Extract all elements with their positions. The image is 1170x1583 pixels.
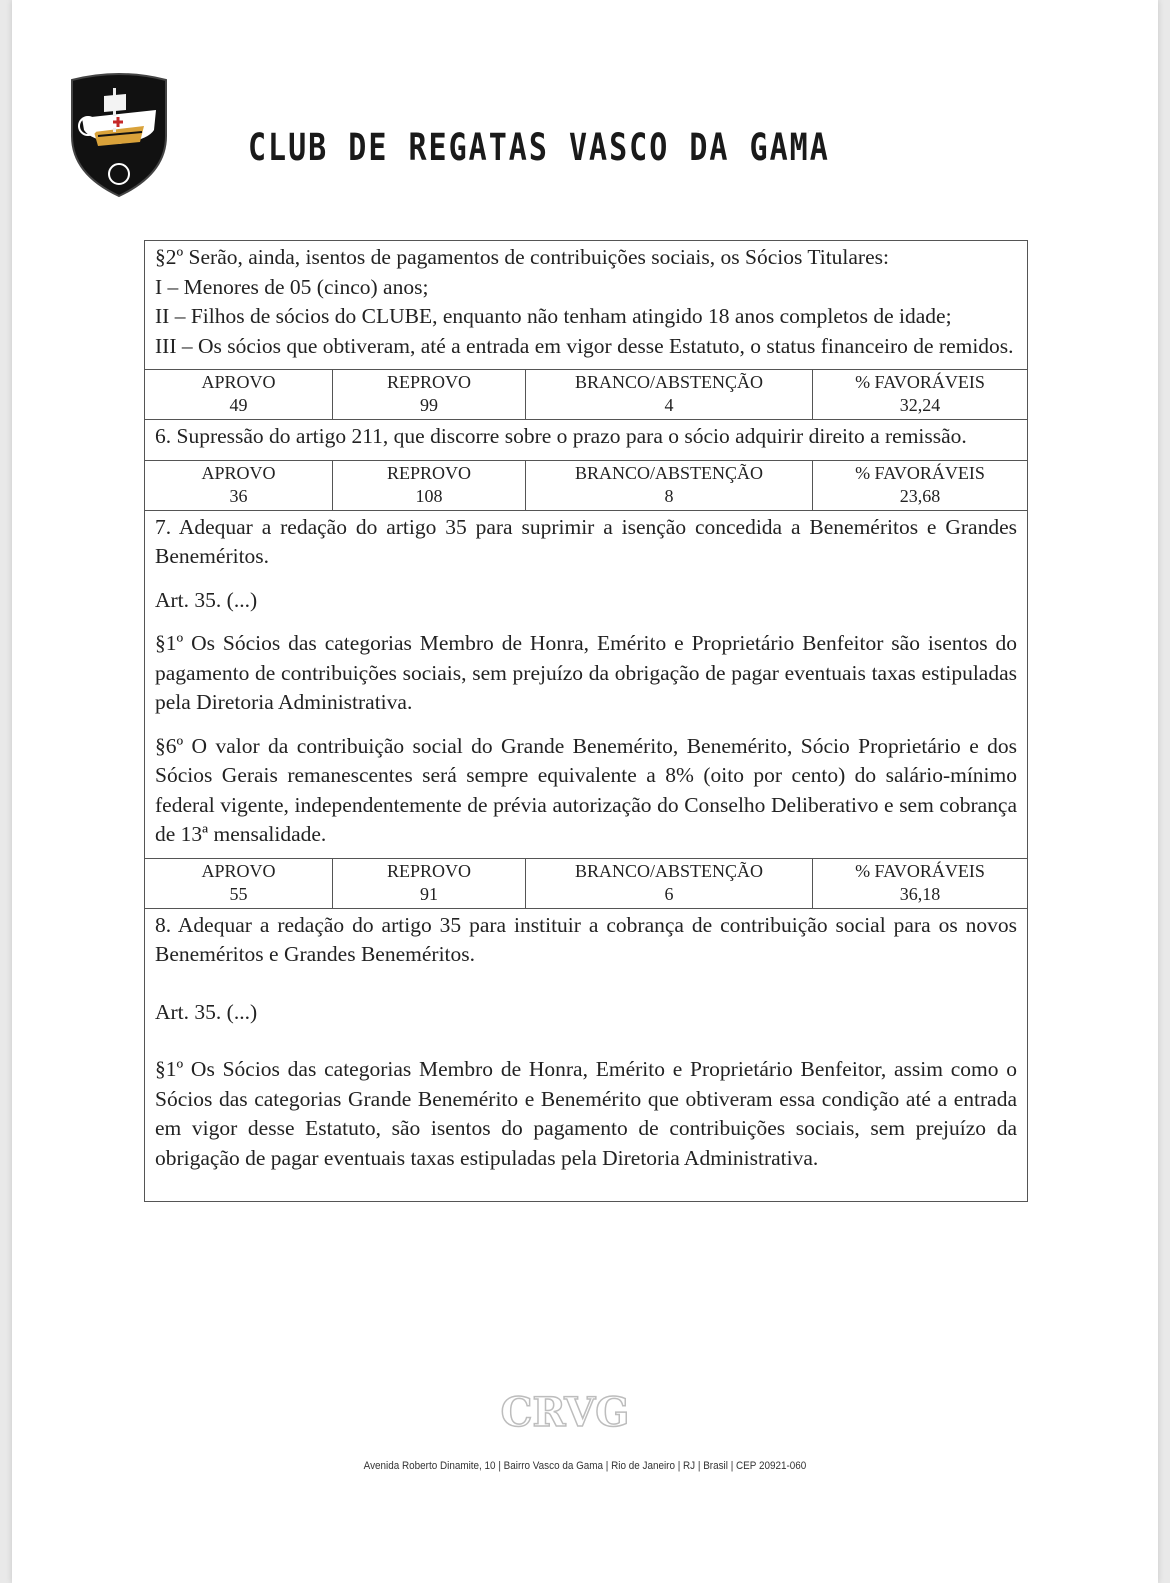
vote-label: % FAVORÁVEIS	[855, 860, 985, 881]
vote-cell-aprovo	[145, 859, 333, 908]
vote-value: 6	[664, 883, 674, 904]
monogram-text: CRVG	[500, 1389, 630, 1436]
vote-value: 55	[229, 883, 248, 904]
votes-row-3	[145, 859, 1027, 909]
section-2-line: §2º Serão, ainda, isentos de pagamentos de contribuições sociais, os Sócios Titulares:	[155, 245, 889, 269]
vote-value: 99	[420, 395, 438, 415]
vote-label: REPROVO	[386, 372, 471, 392]
vote-label: BRANCO/ABSTENÇÃO	[574, 860, 764, 881]
vote-cell-favoraveis	[813, 370, 1027, 419]
item-7-art: Art. 35. (...)	[155, 587, 258, 612]
item-6-text: 6. Supressão do artigo 211, que discorre sobre o prazo para o sócio adquirir direito a remissão.	[155, 424, 967, 448]
vote-cell-reprovo	[333, 461, 526, 510]
vote-label: APROVO	[201, 462, 276, 483]
vote-value: 4	[664, 395, 674, 415]
item-7-title: 7. Adequar a redação do artigo 35 para suprimir a isenção concedida a Beneméritos e Grandes Beneméritos.	[155, 514, 1017, 568]
vote-label: APROVO	[201, 860, 276, 881]
vote-label: APROVO	[201, 372, 276, 392]
votes-row-2	[145, 461, 1027, 511]
crvg-monogram-icon	[500, 1382, 630, 1442]
vote-cell-aprovo	[145, 461, 333, 510]
votes-table	[144, 240, 1028, 1202]
item-7-paragraph-6: §6º O valor da contribuição social do Grande Benemérito, Benemérito, Sócio Proprietário e dos Sócios Gerais remanescentes será sempre equivalente a 8% (oito por cento) do salário-mínimo federal vigente, independentemente de prévia autorização do Conselho Deliberativo e sem cobrança de 13ª mensalidade.	[155, 733, 1017, 846]
vote-label: BRANCO/ABSTENÇÃO	[574, 372, 764, 392]
vote-label: BRANCO/ABSTENÇÃO	[574, 462, 764, 483]
vote-value: 49	[229, 395, 248, 415]
club-name: CLUB DE REGATAS VASCO DA GAMA	[248, 126, 830, 170]
section-2-line: II – Filhos de sócios do CLUBE, enquanto não tenham atingido 18 anos completos de idade;	[155, 304, 952, 328]
item-8-art: Art. 35. (...)	[155, 999, 258, 1024]
vote-value: 36,18	[899, 883, 941, 904]
section-2-line: I – Menores de 05 (cinco) anos;	[155, 274, 429, 299]
document-page	[12, 0, 1158, 1583]
vote-cell-favoraveis	[813, 461, 1027, 510]
vote-value: 108	[415, 485, 443, 506]
vote-label: % FAVORÁVEIS	[855, 372, 985, 392]
vote-label: REPROVO	[386, 860, 471, 881]
vote-cell-branco	[526, 859, 813, 908]
vote-cell-favoraveis	[813, 859, 1027, 908]
vote-cell-reprovo	[333, 859, 526, 908]
item-8-block	[145, 909, 1027, 1202]
votes-row-1	[145, 370, 1027, 420]
vote-value: 32,24	[899, 395, 941, 415]
item-7-block	[145, 511, 1027, 859]
vote-label: % FAVORÁVEIS	[855, 462, 985, 483]
vote-cell-aprovo	[145, 370, 333, 419]
vasco-crest-icon	[68, 70, 170, 198]
vote-value: 23,68	[899, 485, 941, 506]
item-6-block	[145, 420, 1027, 461]
item-7-paragraph-1: §1º Os Sócios das categorias Membro de Honra, Emérito e Proprietário Benfeitor são isentos do pagamento de contribuições sociais, sem prejuízo da obrigação de pagar eventuais taxas estipuladas pela Diretoria Administrativa.	[155, 631, 1017, 714]
item-8-title: 8. Adequar a redação do artigo 35 para instituir a cobrança de contribuição social para os novos Beneméritos e Grandes Beneméritos.	[155, 912, 1017, 966]
vote-value: 8	[664, 485, 674, 506]
vote-value: 36	[229, 485, 248, 506]
vote-label: REPROVO	[386, 462, 471, 483]
vote-cell-branco	[526, 461, 813, 510]
footer-address: Avenida Roberto Dinamite, 10 | Bairro Vasco da Gama | Rio de Janeiro | RJ | Brasil | CEP 20921-060	[363, 1460, 807, 1472]
item-8-paragraph-1: §1º Os Sócios das categorias Membro de Honra, Emérito e Proprietário Benfeitor, assim como o Sócios das categorias Grande Benemérito e Benemérito que obtiveram essa condição até a entrada em vigor desse Estatuto, são isentos do pagamento de contribuições sociais, sem prejuízo da obrigação de pagar eventuais taxas estipuladas pela Diretoria Administrativa.	[155, 1057, 1017, 1170]
section-2-block	[145, 241, 1027, 370]
vote-value: 91	[420, 883, 438, 904]
section-2-line: III – Os sócios que obtiveram, até a entrada em vigor desse Estatuto, o status financeiro de remidos.	[155, 333, 1014, 358]
vote-cell-branco	[526, 370, 813, 419]
vote-cell-reprovo	[333, 370, 526, 419]
